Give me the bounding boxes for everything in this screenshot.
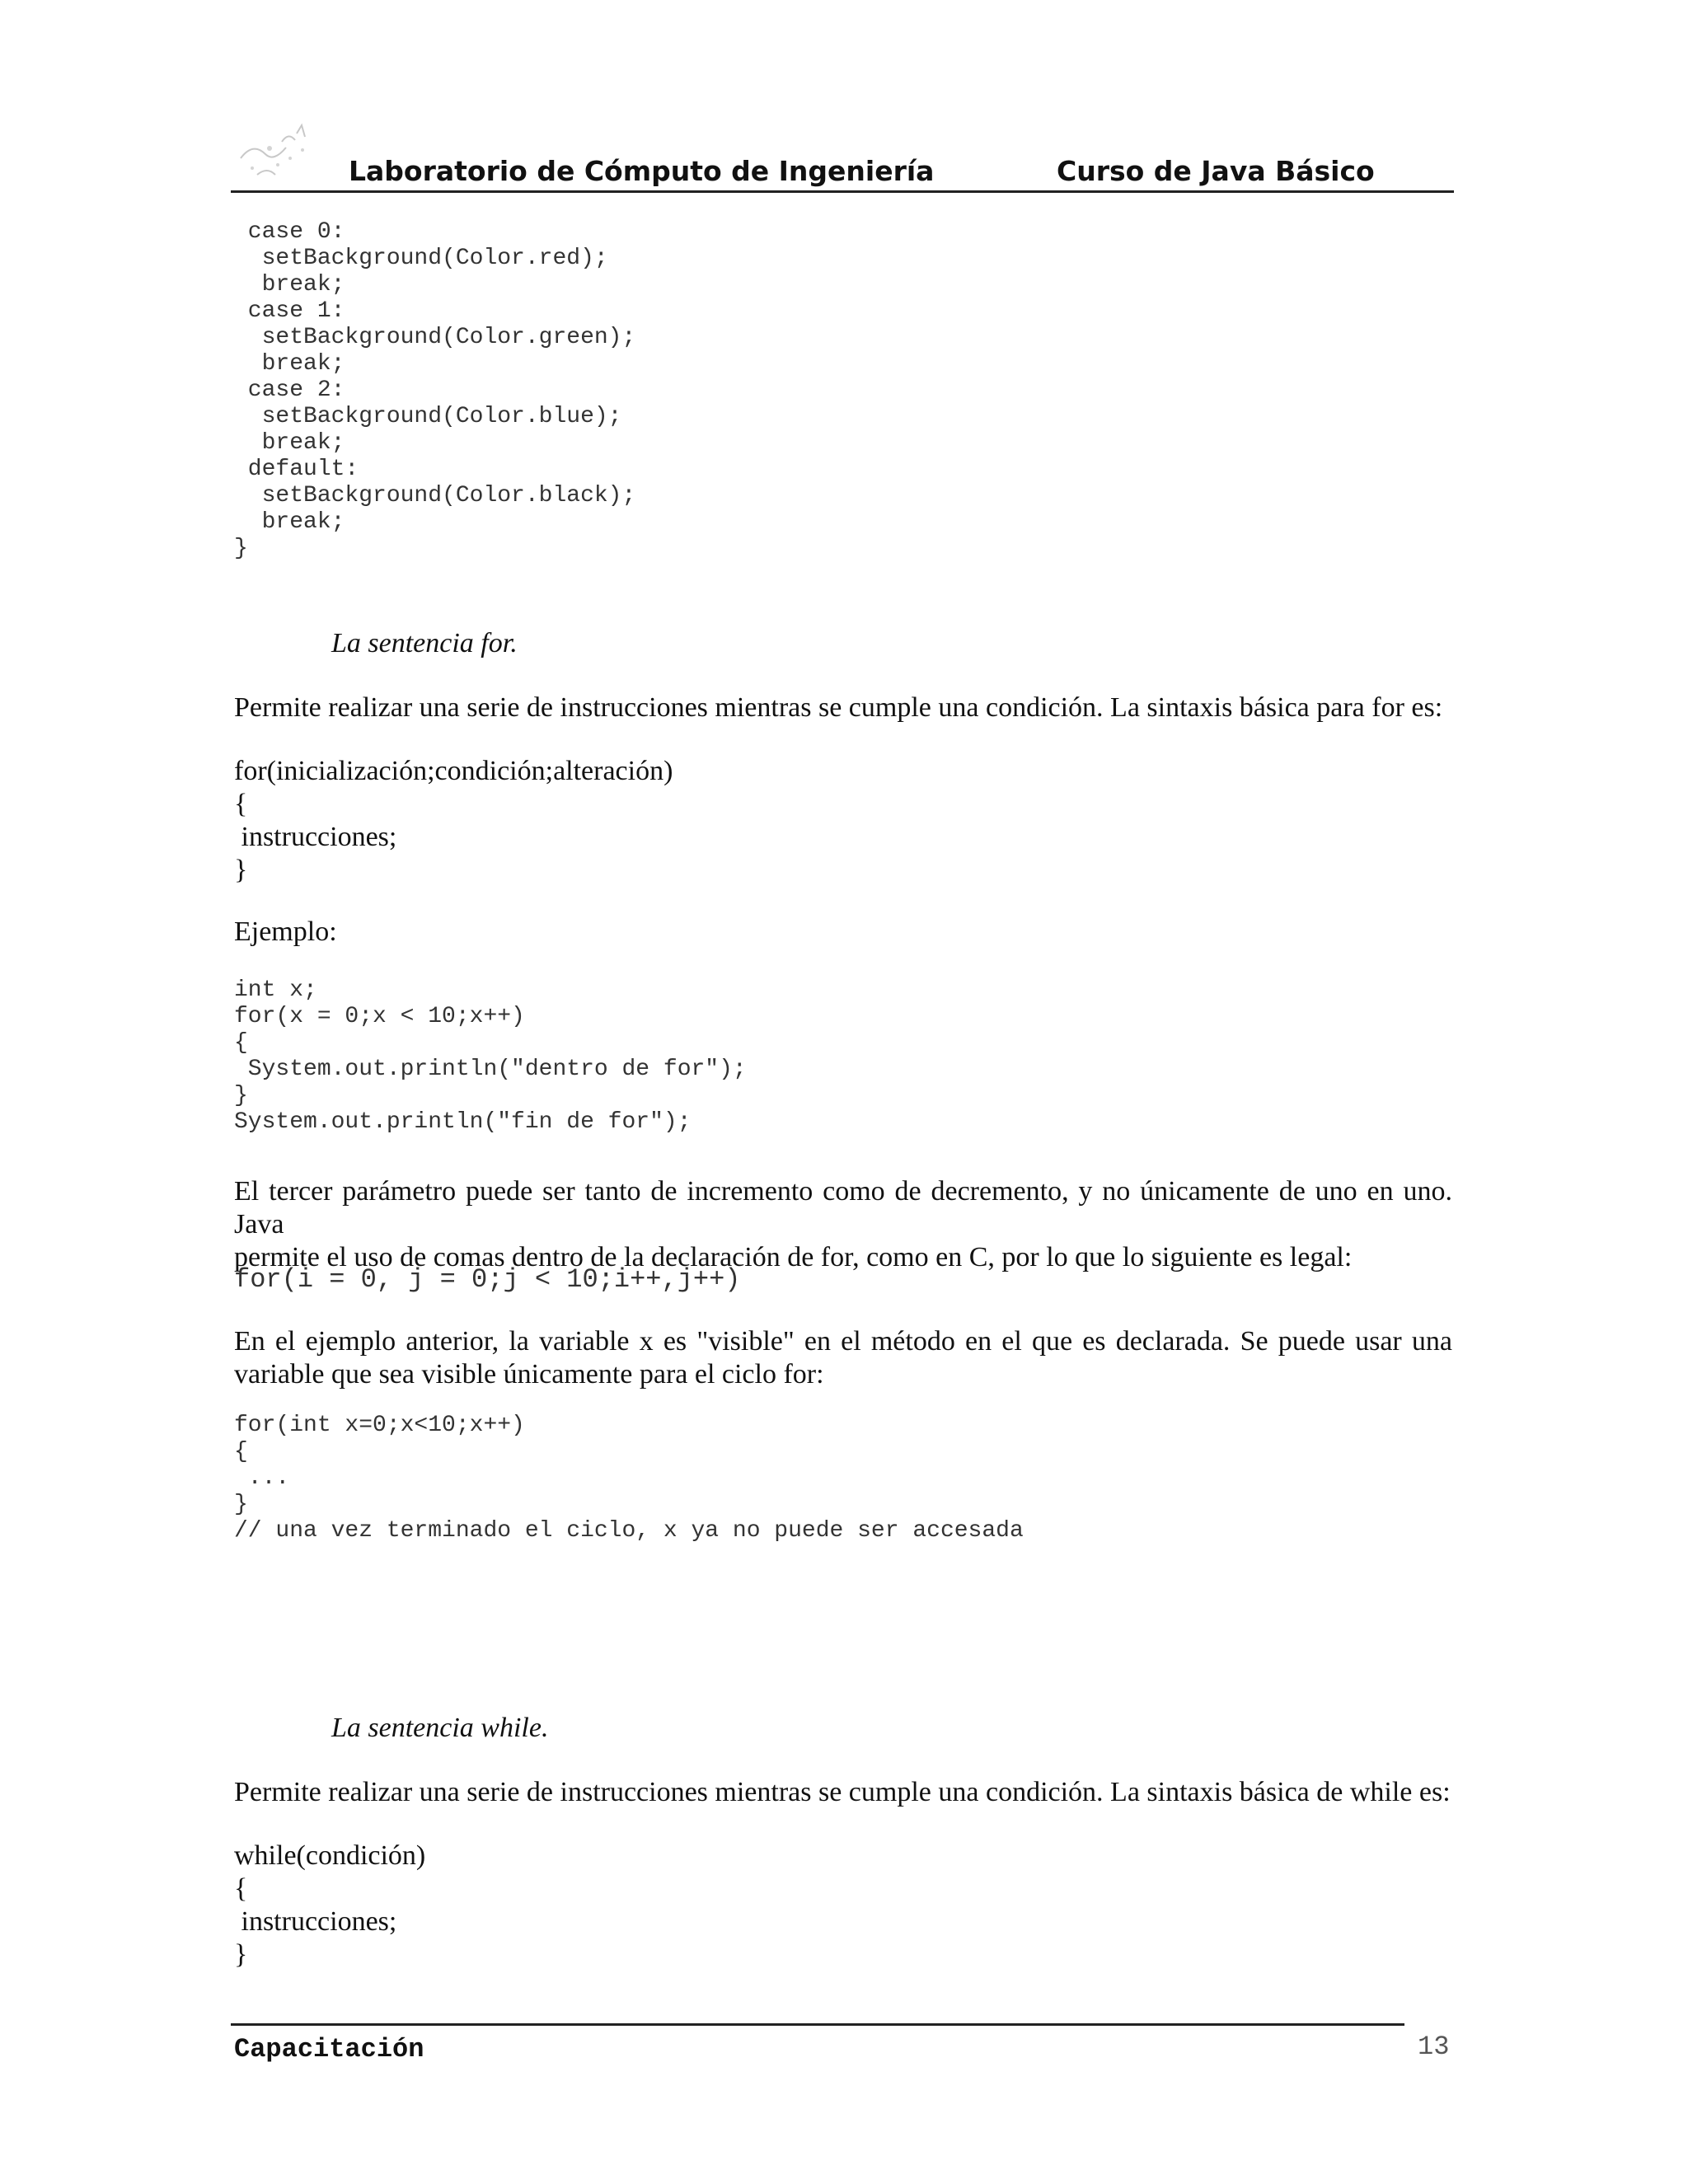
syntax-line: for(inicialización;condición;alteración)	[234, 756, 673, 786]
for-intro: Permite realizar una serie de instrucciones mientras se cumple una condición. La sintaxis básica para for es:	[234, 692, 1443, 723]
syntax-line: {	[234, 789, 248, 819]
code-line: {	[234, 1030, 248, 1056]
code-line: default:	[234, 457, 359, 482]
code-line: {	[234, 1439, 248, 1465]
syntax-line: instrucciones;	[234, 822, 397, 852]
code-line: case 0:	[234, 219, 345, 245]
code-line: for(int x=0;x<10;x++)	[234, 1413, 525, 1438]
for-syntax-block	[234, 755, 673, 887]
code-scoped-for	[234, 1413, 1024, 1544]
example-label: Ejemplo:	[234, 916, 337, 947]
syntax-line: instrucciones;	[234, 1906, 397, 1937]
paragraph-line: En el ejemplo anterior, la variable x es "visible" en el método en el que es declarada. Se puede usar una	[234, 1326, 1452, 1357]
code-line: case 2:	[234, 377, 345, 403]
code-line: setBackground(Color.black);	[234, 483, 636, 509]
code-line: }	[234, 1083, 248, 1108]
third-param-paragraph	[234, 1175, 1452, 1274]
code-line: ...	[234, 1465, 290, 1491]
syntax-line: {	[234, 1873, 248, 1904]
code-line: for(i = 0, j = 0;j < 10;i++,j++)	[234, 1264, 741, 1295]
paragraph-line: permite el uso de comas dentro de la declaración de for, como en C, por lo que lo siguiente es legal:	[234, 1242, 1353, 1272]
code-line: int x;	[234, 977, 317, 1003]
code-line: System.out.println("fin de for");	[234, 1109, 692, 1135]
while-intro: Permite realizar una serie de instrucciones mientras se cumple una condición. La sintaxis básica de while es:	[234, 1777, 1451, 1807]
code-line: // una vez terminado el ciclo, x ya no puede ser accesada	[234, 1518, 1024, 1544]
logo-image	[232, 117, 331, 191]
code-line: }	[234, 536, 248, 561]
code-line: }	[234, 1492, 248, 1517]
code-for-example	[234, 977, 747, 1136]
code-line: System.out.println("dentro de for");	[234, 1057, 747, 1082]
header-divider	[231, 190, 1454, 193]
code-line: setBackground(Color.red);	[234, 246, 608, 271]
for-heading: La sentencia for.	[331, 628, 518, 658]
code-line: for(x = 0;x < 10;x++)	[234, 1004, 525, 1029]
code-comma-example	[234, 1264, 741, 1296]
paragraph-line: El tercer parámetro puede ser tanto de incremento como de decremento, y no únicamente de uno en uno. Java	[234, 1176, 1452, 1240]
page-number: 13	[1418, 2032, 1450, 2062]
code-line: setBackground(Color.blue);	[234, 404, 622, 429]
while-heading: La sentencia while.	[331, 1713, 549, 1743]
code-line: break;	[234, 509, 345, 535]
syntax-line: while(condición)	[234, 1840, 426, 1871]
visible-variable-paragraph	[234, 1325, 1452, 1391]
syntax-line: }	[234, 855, 248, 885]
header-left-title: Laboratorio de Cómputo de Ingeniería	[349, 155, 935, 187]
paragraph-line: variable que sea visible únicamente para el ciclo for:	[234, 1359, 824, 1390]
code-line: case 1:	[234, 298, 345, 324]
code-switch-block	[234, 219, 635, 562]
header-right-title: Curso de Java Básico	[1057, 155, 1375, 187]
code-line: setBackground(Color.green);	[234, 325, 636, 350]
code-line: break;	[234, 351, 345, 377]
footer-label: Capacitación	[234, 2034, 424, 2064]
code-line: break;	[234, 430, 345, 456]
syntax-line: }	[234, 1939, 248, 1970]
code-line: break;	[234, 272, 345, 298]
while-syntax-block	[234, 1840, 425, 1971]
